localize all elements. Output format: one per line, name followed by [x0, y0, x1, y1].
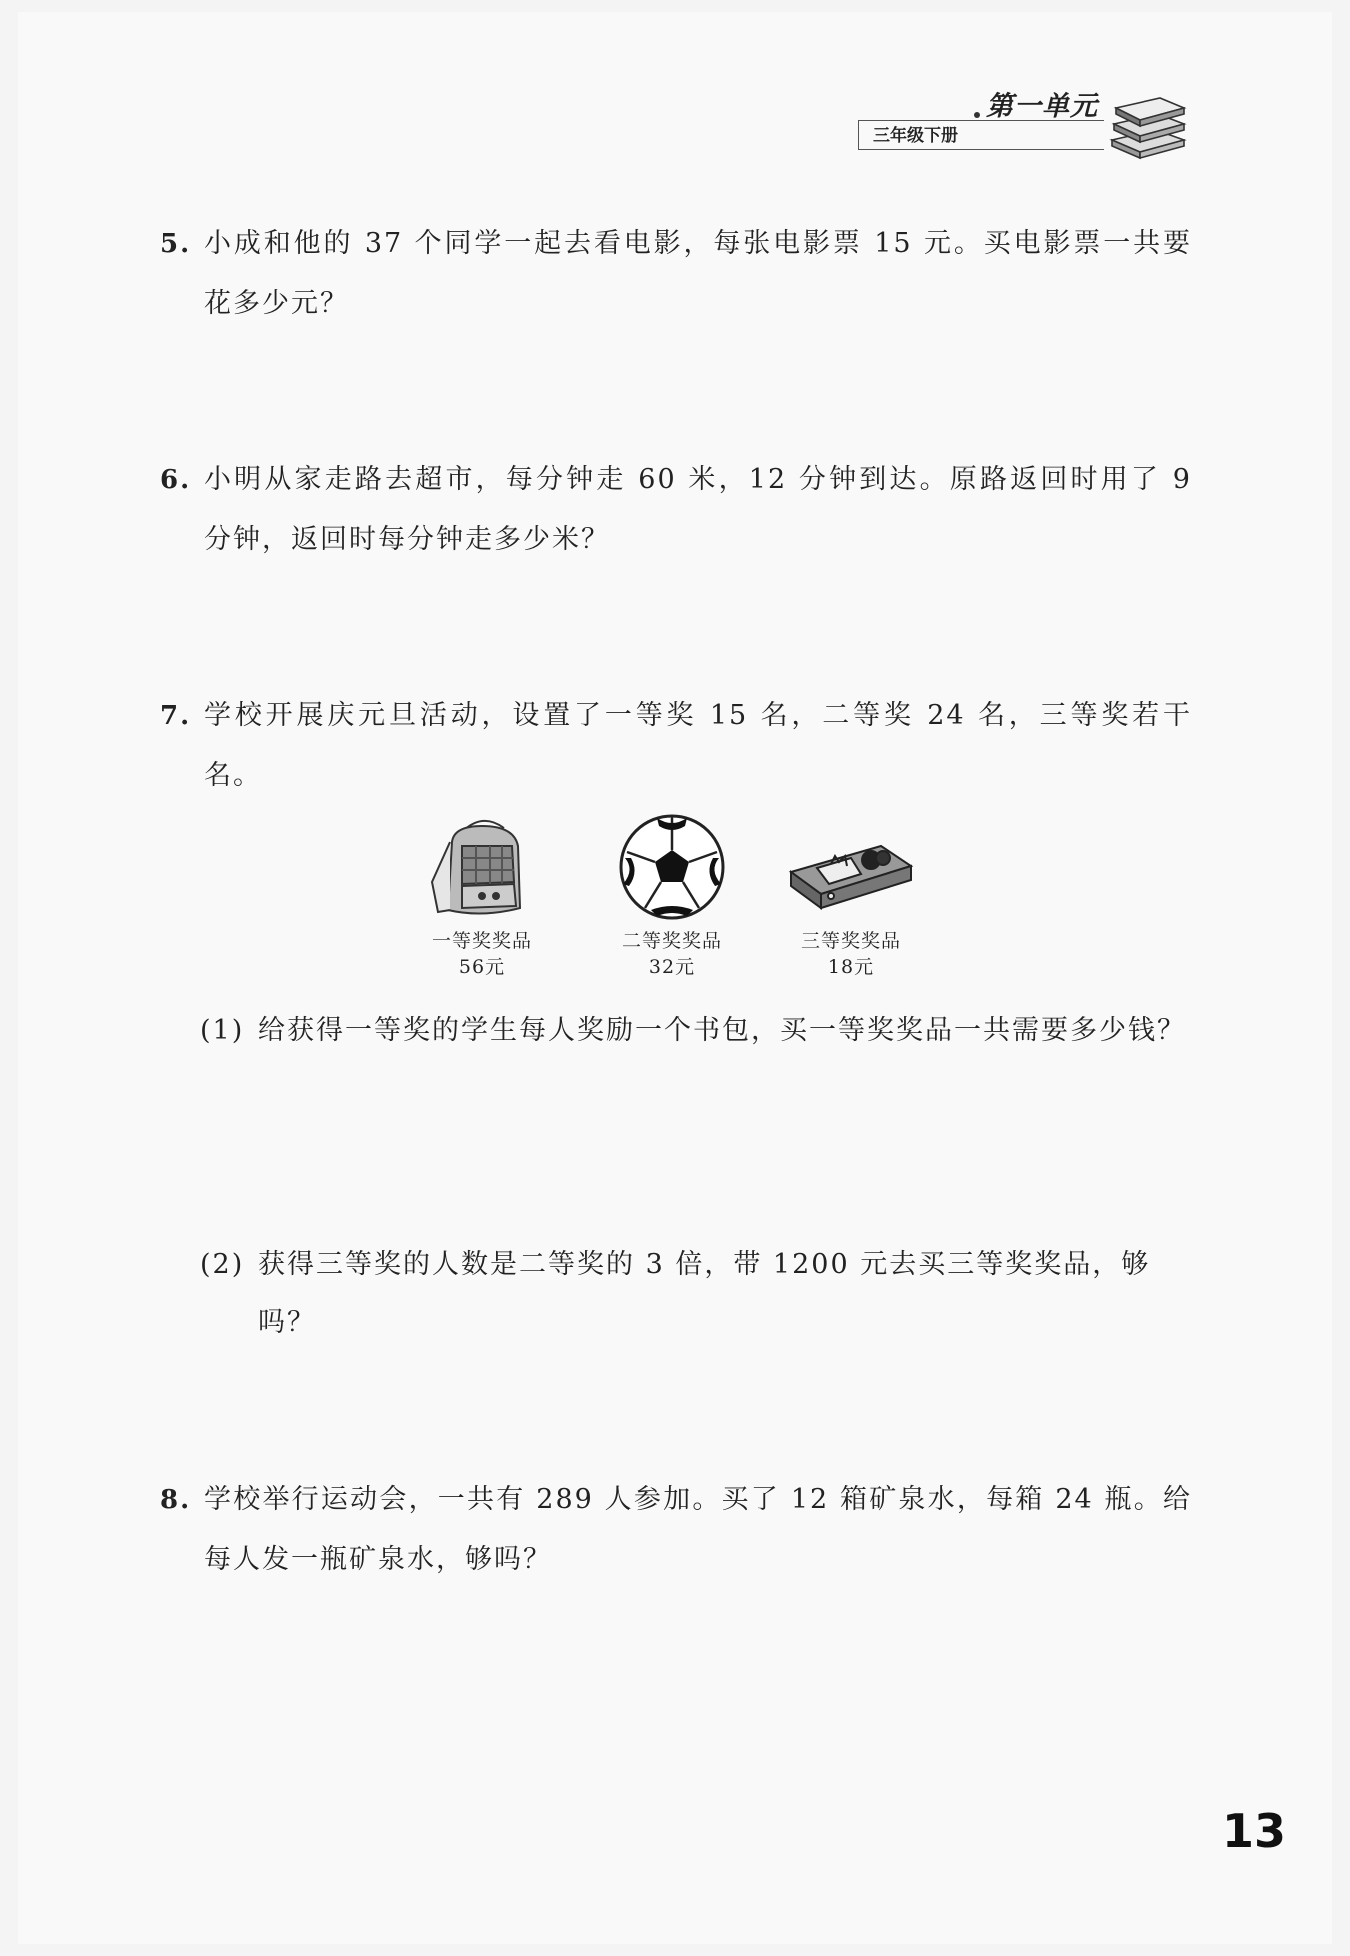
unit-header — [858, 84, 1188, 164]
prize-label: 二等奖奖品 — [621, 930, 722, 952]
unit-title: 第一单元 — [986, 91, 1098, 122]
subquestion-number: (1) — [200, 1015, 245, 1046]
prize-price: 18元 — [827, 956, 875, 978]
question-7 — [160, 686, 1192, 806]
subquestion-text: 给获得一等奖的学生每人奖励一个书包，买一等奖奖品一共需要多少钱？ — [258, 1015, 1186, 1046]
subquestion-2 — [200, 1236, 1192, 1352]
pencil-case-icon — [781, 812, 921, 922]
question-number: 6. — [160, 465, 192, 495]
prize-first — [412, 812, 552, 980]
question-8 — [160, 1470, 1192, 1590]
prize-price: 56元 — [458, 956, 506, 978]
question-text: 小明从家走路去超市，每分钟走 60 米，12 分钟到达。原路返回时用了 9 分钟，返回时每分钟走多少米？ — [204, 464, 1192, 555]
question-text: 学校举行运动会，一共有 289 人参加。买了 12 箱矿泉水，每箱 24 瓶。给每人发一瓶矿泉水，够吗？ — [204, 1484, 1192, 1575]
subquestion-text: 获得三等奖的人数是二等奖的 3 倍，带 1200 元去买三等奖奖品，够吗？ — [258, 1249, 1151, 1338]
question-text: 小成和他的 37 个同学一起去看电影，每张电影票 15 元。买电影票一共要花多少元？ — [204, 228, 1192, 319]
soccer-ball-icon — [617, 812, 727, 922]
prize-second — [602, 812, 742, 980]
grade-label: 三年级下册 — [858, 120, 1104, 150]
question-text: 学校开展庆元旦活动，设置了一等奖 15 名，二等奖 24 名，三等奖若干名。 — [204, 700, 1192, 791]
page-number: 13 — [1222, 1804, 1287, 1858]
header-dot — [974, 112, 980, 118]
prize-label: 三等奖奖品 — [800, 930, 901, 952]
prize-price: 32元 — [648, 956, 696, 978]
books-stack-icon — [1108, 90, 1188, 160]
backpack-icon — [422, 812, 542, 922]
question-number: 8. — [160, 1485, 192, 1515]
question-number: 5. — [160, 229, 192, 259]
subquestion-1 — [200, 1002, 1192, 1060]
question-number: 7. — [160, 701, 192, 731]
prize-third — [776, 812, 926, 980]
subquestion-number: (2) — [200, 1249, 245, 1280]
question-5 — [160, 214, 1192, 334]
question-6 — [160, 450, 1192, 570]
prize-label: 一等奖奖品 — [431, 930, 532, 952]
